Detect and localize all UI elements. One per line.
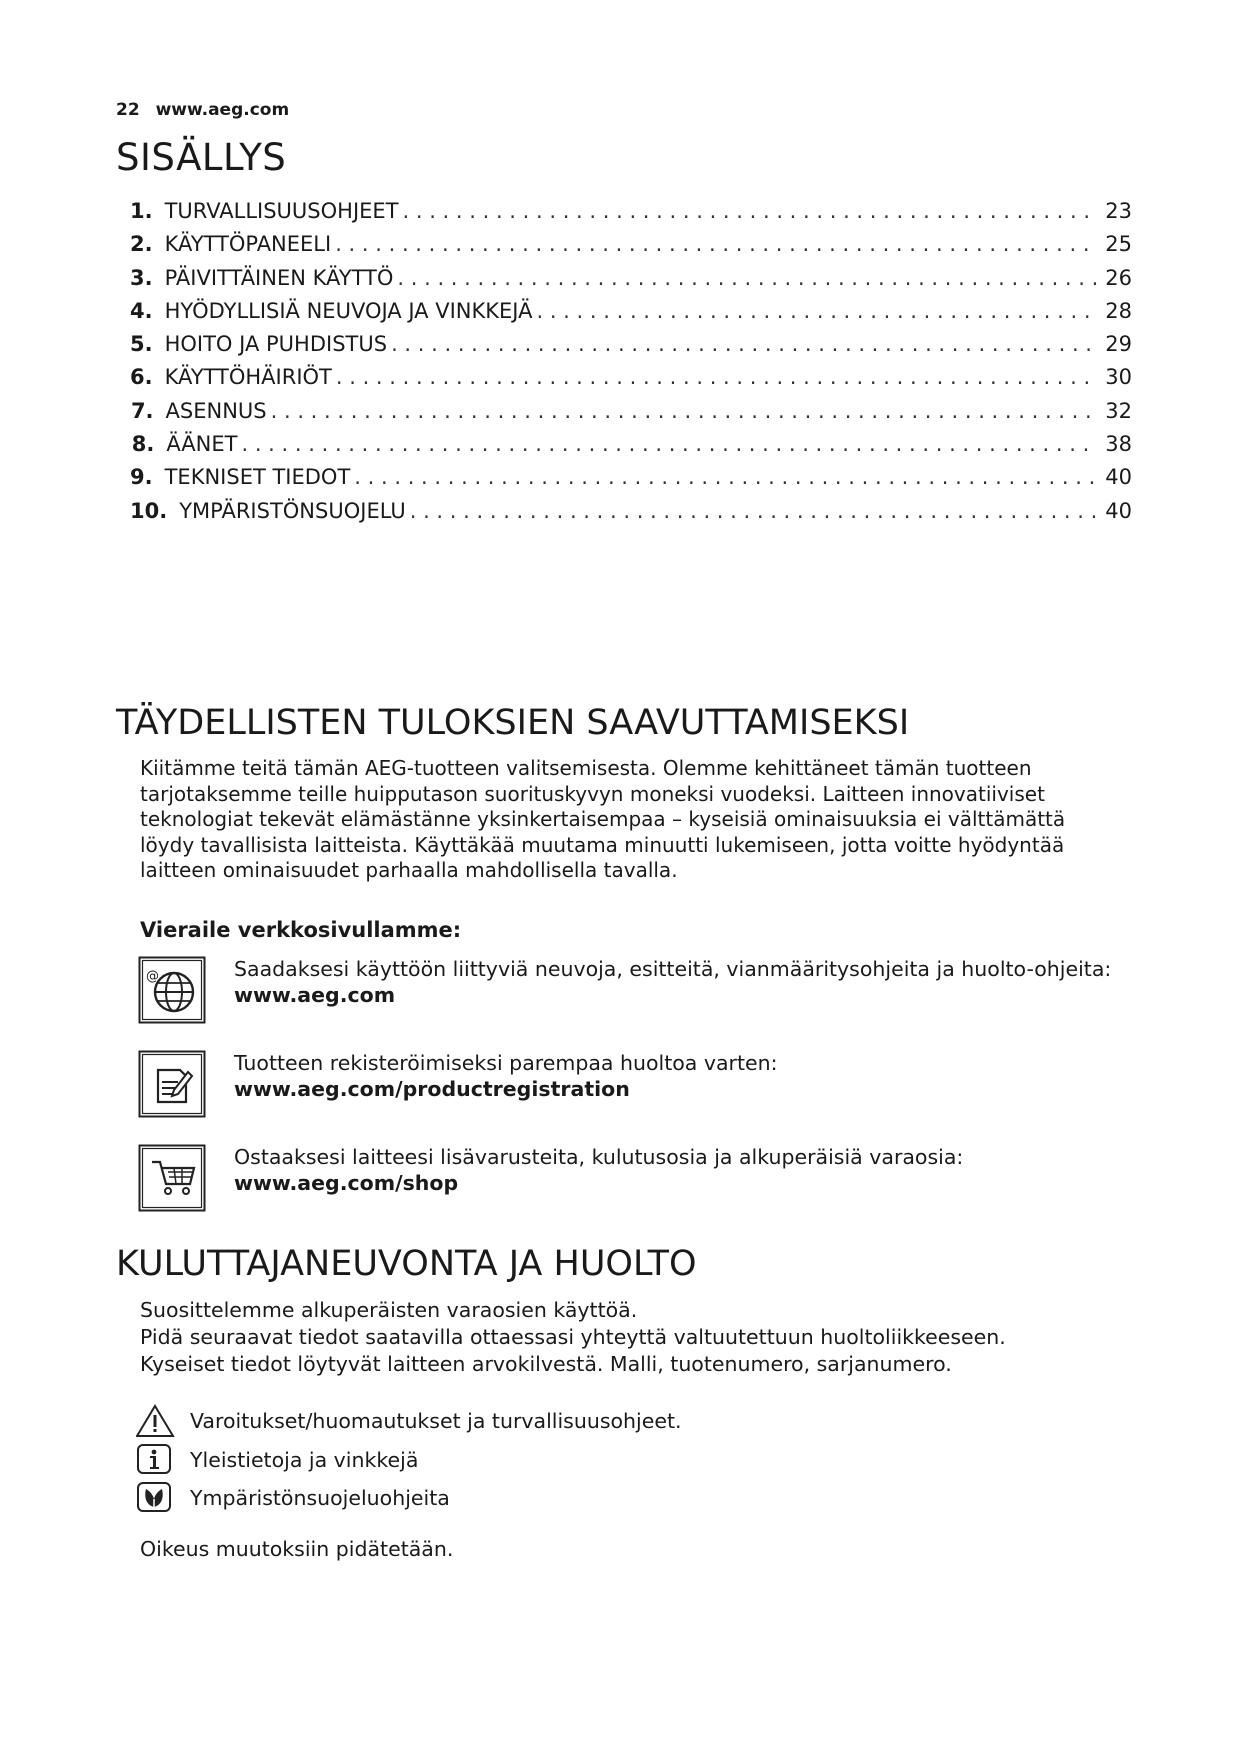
toc-leader	[335, 232, 1097, 256]
toc-page: 38	[1105, 432, 1132, 457]
toc-page: 32	[1105, 398, 1132, 423]
legend-item-warning	[136, 1404, 836, 1438]
service-paragraph	[140, 1297, 1006, 1378]
toc-number: 5.	[130, 332, 153, 357]
toc-title: YMPÄRISTÖNSUOJELU	[179, 498, 406, 523]
link-item-registration	[138, 1050, 1138, 1120]
legend-label: Varoitukset/huomautukset ja turvallisuusohjeet.	[190, 1409, 682, 1433]
toc-title: ÄÄNET	[166, 432, 238, 457]
toc-page: 25	[1105, 232, 1132, 257]
intro-line: löydy tavallisista laitteista. Käyttäkää muutama minuutti lukemiseen, jotta voitte hyödyntää	[140, 832, 1065, 857]
toc-number: 6.	[130, 365, 153, 390]
service-heading: KULUTTAJANEUVONTA JA HUOLTO	[116, 1244, 697, 1284]
legend-label: Yleistietoja ja vinkkejä	[190, 1448, 419, 1472]
toc-number: 7.	[130, 398, 154, 423]
link-description: Saadaksesi käyttöön liittyviä neuvoja, esitteitä, vianmääritysohjeita ja huolto-ohjeita:	[234, 957, 1112, 981]
page-header	[116, 100, 289, 120]
results-heading: TÄYDELLISTEN TULOKSIEN SAAVUTTAMISEKSI	[116, 703, 910, 743]
toc-leader	[536, 299, 1097, 323]
toc-number: 8.	[131, 432, 155, 457]
toc-entry[interactable]	[130, 365, 1132, 398]
toc-page: 40	[1105, 498, 1132, 523]
toc-entry[interactable]	[130, 332, 1132, 365]
toc-page: 23	[1105, 199, 1132, 223]
toc-number: 2.	[130, 232, 153, 257]
toc-entry[interactable]	[130, 399, 1132, 432]
toc-title: KÄYTTÖPANEELI	[164, 232, 332, 257]
environment-icon	[136, 1481, 176, 1515]
toc-leader	[391, 332, 1097, 356]
link-item-website	[138, 956, 1138, 1026]
toc-leader	[271, 399, 1098, 423]
toc-entry[interactable]	[130, 266, 1132, 299]
registration-form-icon	[138, 1050, 206, 1118]
toc-heading: SISÄLLYS	[116, 136, 287, 179]
intro-line: Kiitämme teitä tämän AEG-tuotteen valitsemisesta. Olemme kehittäneet tämän tuotteen	[140, 756, 1032, 780]
disclaimer-note: Oikeus muutoksiin pidätetään.	[140, 1537, 454, 1561]
warning-icon	[136, 1404, 176, 1438]
legend-item-info	[136, 1443, 836, 1477]
legend-item-environment	[136, 1481, 836, 1515]
link-item-shop	[138, 1144, 1138, 1214]
toc-leader	[241, 432, 1097, 456]
svg-text:@: @	[146, 969, 159, 984]
intro-line: teknologiat tekevät elämästänne yksinkertaisempaa – kyseisiä ominaisuuksia ei välttämättä	[140, 807, 1066, 831]
info-icon	[136, 1443, 176, 1477]
toc-title: HOITO JA PUHDISTUS	[164, 332, 388, 357]
toc-page: 30	[1105, 365, 1132, 390]
legend-label: Ympäristönsuojeluohjeita	[190, 1486, 450, 1510]
toc-entry[interactable]	[130, 499, 1132, 532]
toc-entry[interactable]	[130, 299, 1132, 332]
toc-leader	[410, 499, 1098, 523]
visit-heading: Vieraile verkkosivullamme:	[140, 918, 462, 942]
toc-number: 3.	[130, 265, 153, 290]
toc-leader	[403, 199, 1098, 223]
registration-link[interactable]: www.aeg.com/productregistration	[234, 1077, 630, 1101]
toc-leader	[336, 365, 1097, 389]
intro-line: laitteen ominaisuudet parhaalla mahdollisella tavalla.	[140, 858, 678, 882]
toc-title: PÄIVITTÄINEN KÄYTTÖ	[164, 265, 394, 290]
toc-page: 40	[1105, 465, 1132, 490]
toc-title: TURVALLISUUSOHJEET	[164, 199, 399, 223]
toc-entry[interactable]	[130, 199, 1132, 232]
toc-entry[interactable]	[130, 232, 1132, 265]
toc-number: 9.	[130, 465, 153, 490]
globe-icon	[138, 956, 206, 1024]
toc-title: TEKNISET TIEDOT	[164, 465, 351, 490]
link-description: Ostaaksesi laitteesi lisävarusteita, kulutusosia ja alkuperäisiä varaosia:	[234, 1145, 964, 1169]
site-url[interactable]: www.aeg.com	[155, 100, 290, 120]
toc-page: 26	[1105, 265, 1132, 290]
page-number: 22	[116, 100, 140, 120]
toc-entry[interactable]	[130, 432, 1132, 465]
service-line: Kyseiset tiedot löytyvät laitteen arvokilvestä. Malli, tuotenumero, sarjanumero.	[140, 1352, 952, 1376]
toc-title: HYÖDYLLISIÄ NEUVOJA JA VINKKEJÄ	[164, 298, 533, 323]
toc-title: KÄYTTÖHÄIRIÖT	[164, 365, 332, 390]
table-of-contents	[130, 199, 1132, 532]
intro-line: tarjotaksemme teille huipputason suorituskyvyn moneksi vuodeksi. Laitteen innovatiiviset	[140, 781, 1045, 806]
shop-link[interactable]: www.aeg.com/shop	[234, 1171, 459, 1195]
toc-number: 10.	[130, 498, 168, 523]
intro-paragraph	[140, 756, 1120, 884]
service-line: Suosittelemme alkuperäisten varaosien käyttöä.	[140, 1298, 638, 1322]
toc-leader	[354, 465, 1097, 489]
toc-entry[interactable]	[130, 465, 1132, 498]
link-description: Tuotteen rekisteröimiseksi parempaa huoltoa varten:	[234, 1051, 778, 1075]
service-line: Pidä seuraavat tiedot saatavilla ottaessasi yhteyttä valtuutettuun huoltoliikkeeseen.	[140, 1325, 1006, 1349]
shopping-cart-icon	[138, 1144, 206, 1212]
toc-page: 29	[1105, 332, 1132, 357]
website-link[interactable]: www.aeg.com	[234, 983, 396, 1007]
toc-leader	[397, 266, 1097, 290]
toc-number: 4.	[130, 298, 153, 323]
toc-number: 1.	[130, 199, 153, 223]
toc-title: ASENNUS	[165, 398, 267, 423]
toc-page: 28	[1105, 298, 1132, 323]
